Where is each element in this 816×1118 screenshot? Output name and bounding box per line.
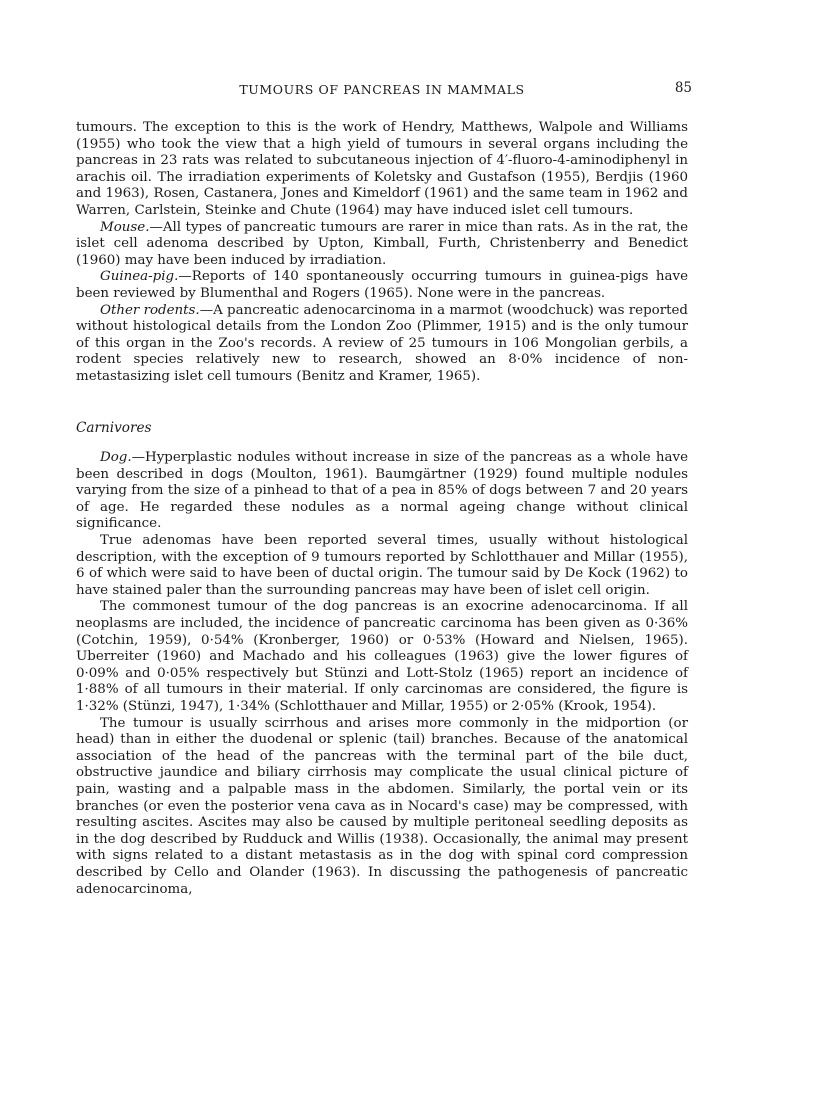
paragraph-text: —Hyperplastic nodules without increase in size of the pancreas as a whole have been described in dogs (Moulton, 1961). Baumgärtner (1929) found multiple nodules varying from the size of a pinhead to that of a pea in 85% of dogs between 7 and 20 years of age. He regarded these nodules as a normal ageing change without clinical significance. [76,450,688,532]
paragraph-tumour-description [76,716,688,899]
run-in-heading-guinea-pig: Guinea-pig. [100,269,179,285]
article-body [76,120,688,898]
journal-page [76,76,692,1106]
paragraph-text: tumours. The exception to this is the work of Hendry, Matthews, Walpole and Williams (1955) who took the view that a high yield of tumours in several organs including the pancreas in 23 rats was related to subcutaneous injection of 4′-fluoro-4-aminodiphenyl in arachis oil. The irradiation experiments of Koletsky and Gustafson (1955), Berdjis (1960 and 1963), Rosen, Castanera, Jones and Kimeldorf (1961) and the same team in 1962 and Warren, Carlstein, Steinke and Chute (1964) may have induced islet cell tumours. [76,120,688,218]
paragraph-text: —All types of pancreatic tumours are rarer in mice than rats. As in the rat, the islet cell adenoma described by Upton, Kimball, Furth, Christenberry and Benedict (1960) may have been induced by irradiation. [76,219,688,268]
paragraph-text: The tumour is usually scirrhous and arises more commonly in the midportion (or head) than in either the duodenal or splenic (tail) branches. Because of the anatomical association of the head of the pancreas with the terminal part of the bile duct, obstructive jaundice and biliary cirrhosis may complicate the usual clinical picture of pain, wasting and a palpable mass in the abdomen. Similarly, the portal vein or its branches (or even the posterior vena cava as in Nocard's case) may be compressed, with resulting ascites. Ascites may also be caused by multiple peritoneal seedling deposits as in the dog described by Rudduck and Willis (1938). Occasionally, the animal may present with signs related to a distant metastasis as in the dog with spinal cord compression described by Cello and Olander (1963). In discussing the pathogenesis of pancreatic adenocarcinoma, [76,715,688,897]
paragraph-adenocarcinoma-incidence [76,599,688,715]
paragraph-dog [76,450,688,533]
running-head: TUMOURS OF PANCREAS IN MAMMALS [239,82,525,97]
paragraph-text: —Reports of 140 spontaneously occurring tumours in guinea-pigs have been reviewed by Blumenthal and Rogers (1965). None were in the pancreas. [76,269,688,301]
paragraph-other-rodents [76,303,688,386]
paragraph-text: True adenomas have been reported several times, usually without histological description, with the exception of 9 tumours reported by Schlotthauer and Millar (1955), 6 of which were said to have been of ductal origin. The tumour said by De Kock (1962) to have stained paler than the surrounding pancreas may have been of islet cell origin. [76,533,688,598]
paragraph-text: —A pancreatic adenocarcinoma in a marmot (woodchuck) was reported without histological details from the London Zoo (Plimmer, 1915) and is the only tumour of this organ in the Zoo's records. A review of 25 tumours in 106 Mongolian gerbils, a rodent species relatively new to research, showed an 8·0% incidence of non-metastasizing islet cell tumours (Benitz and Kramer, 1965). [76,302,688,384]
section-heading-carnivores: Carnivores [76,419,152,436]
run-in-heading-dog: Dog. [100,450,132,466]
run-in-heading-mouse: Mouse. [100,219,150,235]
paragraph-guinea-pig [76,269,688,302]
paragraph-rat-continuation [76,120,688,220]
paragraph-text: The commonest tumour of the dog pancreas is an exocrine adenocarcinoma. If all neoplasms are included, the incidence of pancreatic carcinoma has been given as 0·36% (Cotchin, 1959), 0·54% (Kronberger, 1960) or 0·53% (Howard and Nielsen, 1965). Uberreiter (1960) and Machado and his colleagues (1963) give the lower figures of 0·09% and 0·05% respectively but Stünzi and Lott-Stolz (1965) report an incidence of 1·88% of all tumours in their material. If only carcinomas are considered, the figure is 1·32% (Stünzi, 1947), 1·34% (Schlotthauer and Millar, 1955) or 2·05% (Krook, 1954). [76,599,688,714]
page-header [76,76,692,104]
paragraph-adenomas [76,533,688,599]
paragraph-mouse [76,220,688,270]
run-in-heading-other-rodents: Other rodents. [100,302,200,318]
page-number: 85 [674,80,692,96]
